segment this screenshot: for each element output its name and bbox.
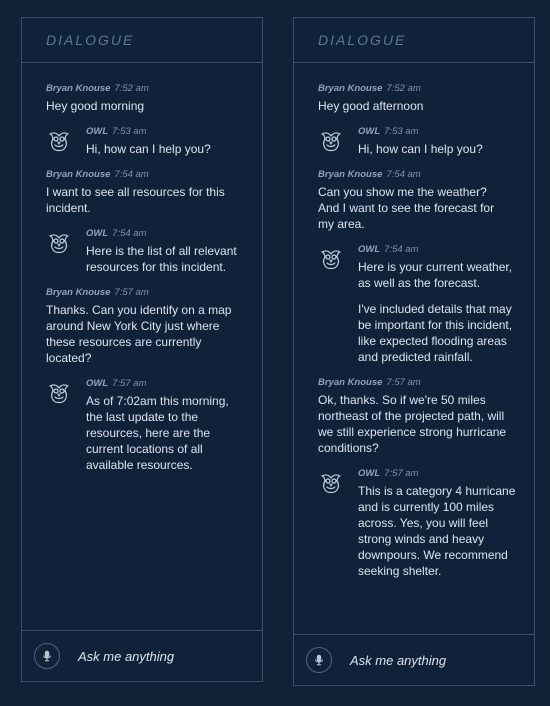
timestamp: 7:57 am bbox=[386, 377, 421, 388]
sender-name: Bryan Knouse bbox=[318, 169, 383, 180]
bot-message bbox=[46, 228, 262, 275]
sender-name: Bryan Knouse bbox=[46, 83, 111, 94]
bot-message bbox=[46, 126, 262, 157]
message-body bbox=[80, 126, 262, 157]
bot-message bbox=[318, 126, 534, 157]
message-body bbox=[80, 228, 262, 275]
timestamp: 7:53 am bbox=[384, 126, 419, 137]
user-message bbox=[318, 83, 534, 114]
message-header bbox=[318, 377, 534, 389]
owl-icon bbox=[318, 244, 352, 365]
message-text: Here is the list of all relevant resources for this incident. bbox=[86, 244, 237, 274]
message-header bbox=[318, 169, 534, 181]
dialogue-panel-right bbox=[293, 17, 535, 686]
sender-name: OWL bbox=[86, 378, 109, 389]
message-header bbox=[86, 228, 262, 240]
message-text: I've included details that may be important for this incident, like expected flooding areas and predicted rainfall. bbox=[358, 302, 513, 364]
message-text: Ok, thanks. So if we're 50 miles northeast of the projected path, will we still experience strong hurricane conditions? bbox=[318, 393, 507, 455]
sender-name: Bryan Knouse bbox=[318, 83, 383, 94]
message-header bbox=[46, 169, 262, 181]
owl-icon bbox=[46, 126, 80, 157]
user-message bbox=[46, 287, 262, 366]
sender-name: Bryan Knouse bbox=[46, 287, 111, 298]
message-text: Hi, how can I help you? bbox=[86, 142, 211, 156]
sender-name: OWL bbox=[358, 468, 381, 479]
chat-input-bar[interactable] bbox=[294, 634, 534, 685]
message-text: As of 7:02am this morning, the last update to the resources, here are the current locations of all available resources. bbox=[86, 394, 229, 472]
timestamp: 7:52 am bbox=[114, 83, 149, 94]
message-header bbox=[358, 468, 534, 480]
message-header bbox=[358, 126, 534, 138]
bot-message bbox=[318, 468, 534, 579]
message-header bbox=[358, 244, 534, 256]
chat-input-bar[interactable] bbox=[22, 630, 262, 681]
chat-input[interactable]: Ask me anything bbox=[350, 652, 447, 668]
message-header bbox=[46, 287, 262, 299]
message-body bbox=[352, 244, 534, 365]
dialogue-panel-left bbox=[21, 17, 263, 682]
message-body bbox=[352, 126, 534, 157]
sender-name: Bryan Knouse bbox=[318, 377, 383, 388]
sender-name: OWL bbox=[358, 126, 381, 137]
panel-title: DIALOGUE bbox=[22, 18, 262, 63]
message-header bbox=[86, 126, 262, 138]
message-header bbox=[86, 378, 262, 390]
timestamp: 7:54 am bbox=[384, 244, 419, 255]
timestamp: 7:57 am bbox=[112, 378, 147, 389]
owl-icon bbox=[46, 228, 80, 275]
message-text: Hey good afternoon bbox=[318, 99, 424, 113]
user-message bbox=[318, 169, 534, 232]
message-header bbox=[318, 83, 534, 95]
timestamp: 7:57 am bbox=[384, 468, 419, 479]
microphone-icon[interactable] bbox=[34, 643, 60, 669]
panel-title: DIALOGUE bbox=[294, 18, 534, 63]
message-text: I want to see all resources for this incident. bbox=[46, 185, 225, 215]
message-text: This is a category 4 hurricane and is currently 100 miles across. Yes, you will feel strong winds and heavy downpours. We recommend seeking shelter. bbox=[358, 484, 516, 578]
sender-name: OWL bbox=[86, 228, 109, 239]
owl-icon bbox=[318, 126, 352, 157]
chat-input[interactable]: Ask me anything bbox=[78, 648, 175, 664]
message-text: Here is your current weather, as well as the forecast. bbox=[358, 260, 513, 290]
bot-message bbox=[46, 378, 262, 473]
message-text: Hi, how can I help you? bbox=[358, 142, 483, 156]
owl-icon bbox=[46, 378, 80, 473]
message-text: Thanks. Can you identify on a map around New York City just where these resources are currently located? bbox=[46, 303, 232, 365]
sender-name: Bryan Knouse bbox=[46, 169, 111, 180]
owl-icon bbox=[318, 468, 352, 579]
message-list bbox=[294, 63, 534, 579]
timestamp: 7:54 am bbox=[112, 228, 147, 239]
user-message bbox=[46, 83, 262, 114]
bot-message bbox=[318, 244, 534, 365]
message-body bbox=[352, 468, 534, 579]
message-list bbox=[22, 63, 262, 473]
timestamp: 7:52 am bbox=[386, 83, 421, 94]
timestamp: 7:54 am bbox=[114, 169, 149, 180]
user-message bbox=[46, 169, 262, 216]
timestamp: 7:53 am bbox=[112, 126, 147, 137]
message-header bbox=[46, 83, 262, 95]
message-body bbox=[80, 378, 262, 473]
sender-name: OWL bbox=[358, 244, 381, 255]
user-message bbox=[318, 377, 534, 456]
message-text: Hey good morning bbox=[46, 99, 145, 113]
timestamp: 7:54 am bbox=[386, 169, 421, 180]
microphone-icon[interactable] bbox=[306, 647, 332, 673]
message-text: Can you show me the weather? And I want to see the forecast for my area. bbox=[318, 185, 495, 231]
sender-name: OWL bbox=[86, 126, 109, 137]
timestamp: 7:57 am bbox=[114, 287, 149, 298]
